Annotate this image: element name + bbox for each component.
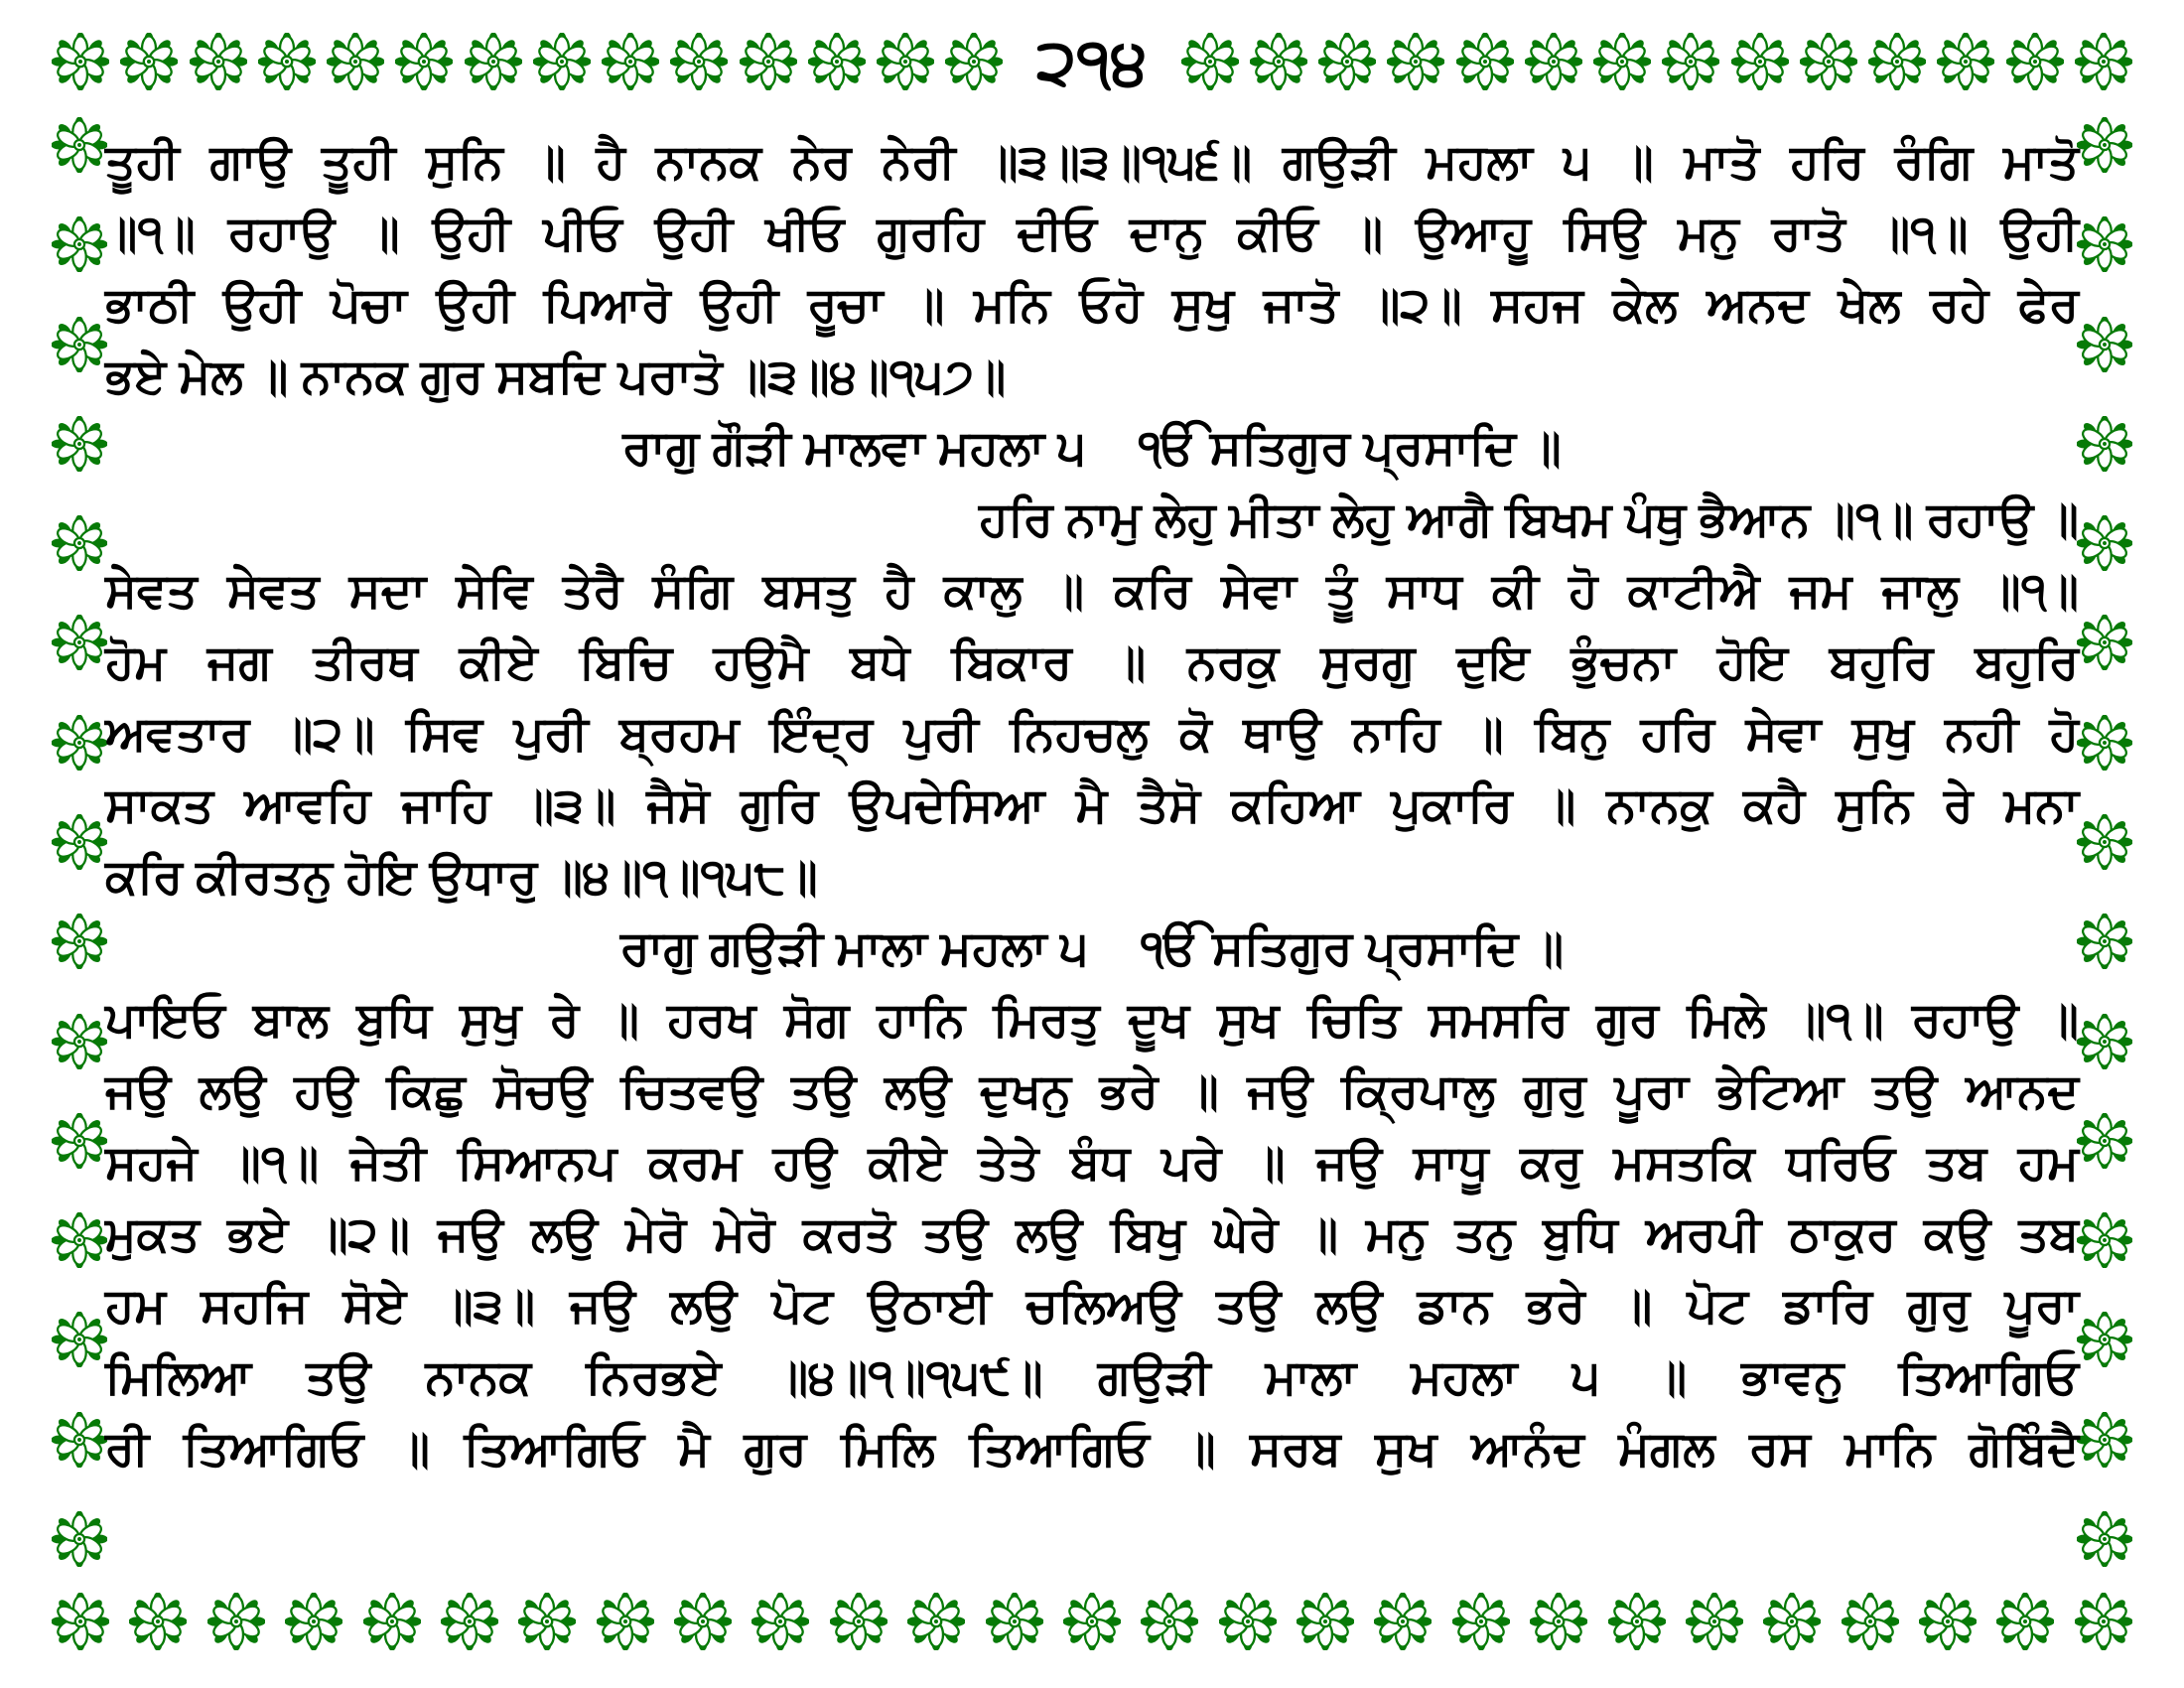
- top-border-right-flowers: [1181, 33, 2132, 90]
- flower-ornament-icon: [190, 33, 247, 90]
- gurbani-line-8: ਹੋਮ ਜਗ ਤੀਰਥ ਕੀਏ ਬਿਚਿ ਹਉਮੈ ਬਧੇ ਬਿਕਾਰ ॥ ਨਰਕੁ ਸੁਰਗੁ ਦੁਇ ਭੁੰਚਨਾ ਹੋਇ ਬਹੁਰਿ ਬਹੁਰਿ: [105, 636, 2079, 689]
- flower-ornament-icon: [2077, 515, 2132, 571]
- flower-ornament-icon: [1530, 1593, 1587, 1650]
- flower-ornament-icon: [808, 33, 866, 90]
- flower-ornament-icon: [518, 1593, 576, 1650]
- raag-heading-gauri-malva: ਰਾਗੁ ਗੌੜੀ ਮਾਲਵਾ ਮਹਲਾ ੫ ੴ ਸਤਿਗੁਰ ਪ੍ਰਸਾਦਿ ॥: [622, 422, 1562, 475]
- gurbani-line-3: ਭਾਠੀ ਉਹੀ ਪੋਚਾ ਉਹੀ ਪਿਆਰੋ ਉਹੀ ਰੂਚਾ ॥ ਮਨਿ ਓਹੋ ਸੁਖੁ ਜਾਤੋ ॥੨॥ ਸਹਜ ਕੇਲ ਅਨਦ ਖੇਲ ਰਹੇ ਫੇਰ: [105, 279, 2079, 332]
- flower-ornament-icon: [1452, 1593, 1510, 1650]
- flower-ornament-icon: [52, 1511, 107, 1567]
- gurbani-line-14: ਜਉ ਲਉ ਹਉ ਕਿਛੁ ਸੋਚਉ ਚਿਤਵਉ ਤਉ ਲਉ ਦੁਖਨੁ ਭਰੇ ॥ ਜਉ ਕ੍ਰਿਪਾਲੁ ਗੁਰੁ ਪੂਰਾ ਭੇਟਿਆ ਤਉ ਆਨਦ: [105, 1065, 2079, 1118]
- flower-ornament-icon: [2077, 1014, 2132, 1069]
- flower-ornament-icon: [285, 1593, 342, 1650]
- flower-ornament-icon: [2077, 615, 2132, 670]
- bottom-border: [52, 1593, 2132, 1650]
- gurbani-line-11: ਕਰਿ ਕੀਰਤਨੁ ਹੋਇ ਉਧਾਰੁ ॥੪॥੧॥੧੫੮॥: [105, 851, 818, 904]
- flower-ornament-icon: [1731, 33, 1789, 90]
- flower-ornament-icon: [327, 33, 384, 90]
- flower-ornament-icon: [258, 33, 316, 90]
- flower-ornament-icon: [533, 33, 591, 90]
- raag-heading-gauri-mala: ਰਾਗੁ ਗਉੜੀ ਮਾਲਾ ਮਹਲਾ ੫ ੴ ਸਤਿਗੁਰ ਪ੍ਰਸਾਦਿ ॥: [619, 922, 1565, 975]
- flower-ornament-icon: [2077, 1113, 2132, 1169]
- flower-ornament-icon: [2077, 715, 2132, 771]
- gurbani-line-1: ਤੂਹੀ ਗਾਉ ਤੂਹੀ ਸੁਨਿ ॥ ਹੈ ਨਾਨਕ ਨੇਰ ਨੇਰੀ ॥੩॥੩॥੧੫੬॥ ਗਉੜੀ ਮਹਲਾ ੫ ॥ ਮਾਤੋ ਹਰਿ ਰੰਗਿ ਮਾਤੋ: [105, 136, 2079, 189]
- flower-ornament-icon: [1800, 33, 1857, 90]
- flower-ornament-icon: [597, 1593, 654, 1650]
- flower-ornament-icon: [52, 1312, 107, 1367]
- flower-ornament-icon: [1297, 1593, 1354, 1650]
- flower-ornament-icon: [52, 1412, 107, 1468]
- flower-ornament-icon: [120, 33, 178, 90]
- flower-ornament-icon: [2006, 33, 2064, 90]
- top-border: [52, 26, 2132, 97]
- flower-ornament-icon: [52, 1113, 107, 1169]
- flower-ornament-icon: [52, 615, 107, 670]
- flower-ornament-icon: [2077, 117, 2132, 173]
- flower-ornament-icon: [52, 33, 109, 90]
- flower-ornament-icon: [674, 1593, 732, 1650]
- flower-ornament-icon: [1063, 1593, 1121, 1650]
- flower-ornament-icon: [52, 317, 107, 372]
- flower-ornament-icon: [2077, 814, 2132, 870]
- flower-ornament-icon: [1763, 1593, 1821, 1650]
- flower-ornament-icon: [945, 33, 1003, 90]
- flower-ornament-icon: [740, 33, 797, 90]
- flower-ornament-icon: [2077, 1412, 2132, 1468]
- gurbani-line-16: ਮੁਕਤ ਭਏ ॥੨॥ ਜਉ ਲਉ ਮੇਰੋ ਮੇਰੋ ਕਰਤੋ ਤਉ ਲਉ ਬਿਖੁ ਘੇਰੇ ॥ ਮਨੁ ਤਨੁ ਬੁਧਿ ਅਰਪੀ ਠਾਕੁਰ ਕਉ ਤਬ: [105, 1208, 2079, 1261]
- flower-ornament-icon: [2077, 1511, 2132, 1567]
- flower-ornament-icon: [2075, 1593, 2132, 1650]
- flower-ornament-icon: [1996, 1593, 2054, 1650]
- flower-ornament-icon: [52, 1593, 109, 1650]
- top-border-left-flowers: [52, 33, 1003, 90]
- gurbani-line-15: ਸਹਜੇ ॥੧॥ ਜੇਤੀ ਸਿਆਨਪ ਕਰਮ ਹਉ ਕੀਏ ਤੇਤੇ ਬੰਧ ਪਰੇ ॥ ਜਉ ਸਾਧੂ ਕਰੁ ਮਸਤਕਿ ਧਰਿਓ ਤਬ ਹਮ: [105, 1137, 2079, 1190]
- gurbani-line-6: ਹਰਿ ਨਾਮੁ ਲੇਹੁ ਮੀਤਾ ਲੇਹੁ ਆਗੈ ਬਿਖਮ ਪੰਥੁ ਭੈਆਨ ॥੧॥ ਰਹਾਉ ॥: [979, 493, 2079, 546]
- flower-ornament-icon: [465, 33, 522, 90]
- gurbani-line-18: ਮਿਲਿਆ ਤਉ ਨਾਨਕ ਨਿਰਭਏ ॥੪॥੧॥੧੫੯॥ ਗਉੜੀ ਮਾਲਾ ਮਹਲਾ ੫ ॥ ਭਾਵਨੁ ਤਿਆਗਿਓ: [105, 1351, 2079, 1404]
- gurbani-line-4: ਭਏ ਮੇਲ ॥ ਨਾਨਕ ਗੁਰ ਸਬਦਿ ਪਰਾਤੋ ॥੩॥੪॥੧੫੭॥: [105, 351, 1007, 403]
- flower-ornament-icon: [1842, 1593, 1899, 1650]
- flower-ornament-icon: [1593, 33, 1651, 90]
- flower-ornament-icon: [52, 216, 107, 272]
- flower-ornament-icon: [52, 515, 107, 571]
- flower-ornament-icon: [52, 715, 107, 771]
- flower-ornament-icon: [52, 1014, 107, 1069]
- flower-ornament-icon: [2075, 33, 2132, 90]
- flower-ornament-icon: [1181, 33, 1239, 90]
- gurbani-line-13: ਪਾਇਓ ਬਾਲ ਬੁਧਿ ਸੁਖੁ ਰੇ ॥ ਹਰਖ ਸੋਗ ਹਾਨਿ ਮਿਰਤੁ ਦੂਖ ਸੁਖ ਚਿਤਿ ਸਮਸਰਿ ਗੁਰ ਮਿਲੇ ॥੧॥ ਰਹਾਉ ॥: [105, 994, 2079, 1047]
- flower-ornament-icon: [907, 1593, 965, 1650]
- flower-ornament-icon: [1374, 1593, 1432, 1650]
- flower-ornament-icon: [1456, 33, 1514, 90]
- left-border: [48, 117, 111, 1567]
- gurbani-line-7: ਸੇਵਤ ਸੇਵਤ ਸਦਾ ਸੇਵਿ ਤੇਰੈ ਸੰਗਿ ਬਸਤੁ ਹੈ ਕਾਲੁ ॥ ਕਰਿ ਸੇਵਾ ਤੂੰ ਸਾਧ ਕੀ ਹੋ ਕਾਟੀਐ ਜਮ ਜਾਲੁ ॥੧॥: [105, 565, 2079, 618]
- gurbani-line-17: ਹਮ ਸਹਜਿ ਸੋਏ ॥੩॥ ਜਉ ਲਉ ਪੋਟ ਉਠਾਈ ਚਲਿਅਉ ਤਉ ਲਉ ਡਾਨ ਭਰੇ ॥ ਪੋਟ ਡਾਰਿ ਗੁਰੁ ਪੂਰਾ: [105, 1280, 2079, 1333]
- flower-ornament-icon: [1868, 33, 1926, 90]
- flower-ornament-icon: [602, 33, 659, 90]
- gurbani-line-2: ॥੧॥ ਰਹਾਉ ॥ ਉਹੀ ਪੀਓ ਉਹੀ ਖੀਓ ਗੁਰਹਿ ਦੀਓ ਦਾਨੁ ਕੀਓ ॥ ਉਆਹੂ ਸਿਉ ਮਨੁ ਰਾਤੋ ॥੧॥ ਉਹੀ: [105, 208, 2079, 260]
- flower-ornament-icon: [52, 117, 107, 173]
- gurbani-line-10: ਸਾਕਤ ਆਵਹਿ ਜਾਹਿ ॥੩॥ ਜੈਸੋ ਗੁਰਿ ਉਪਦੇਸਿਆ ਮੈ ਤੈਸੋ ਕਹਿਆ ਪੁਕਾਰਿ ॥ ਨਾਨਕੁ ਕਹੈ ਸੁਨਿ ਰੇ ਮਨਾ: [105, 779, 2079, 832]
- flower-ornament-icon: [2077, 416, 2132, 472]
- flower-ornament-icon: [830, 1593, 887, 1650]
- flower-ornament-icon: [2077, 1212, 2132, 1268]
- flower-ornament-icon: [1686, 1593, 1743, 1650]
- flower-ornament-icon: [2077, 317, 2132, 372]
- gurbani-line-9: ਅਵਤਾਰ ॥੨॥ ਸਿਵ ਪੁਰੀ ਬ੍ਰਹਮ ਇੰਦ੍ਰ ਪੁਰੀ ਨਿਹਚਲੁ ਕੋ ਥਾਉ ਨਾਹਿ ॥ ਬਿਨੁ ਹਰਿ ਸੇਵਾ ਸੁਖੁ ਨਹੀ ਹੋ: [105, 708, 2079, 761]
- flower-ornament-icon: [670, 33, 728, 90]
- flower-ornament-icon: [1318, 33, 1376, 90]
- flower-ornament-icon: [1608, 1593, 1666, 1650]
- flower-ornament-icon: [1250, 33, 1307, 90]
- flower-ornament-icon: [751, 1593, 809, 1650]
- flower-ornament-icon: [395, 33, 453, 90]
- flower-ornament-icon: [363, 1593, 421, 1650]
- flower-ornament-icon: [1937, 33, 1994, 90]
- flower-ornament-icon: [441, 1593, 498, 1650]
- flower-ornament-icon: [207, 1593, 265, 1650]
- flower-ornament-icon: [1919, 1593, 1977, 1650]
- flower-ornament-icon: [986, 1593, 1043, 1650]
- page-number: ੨੧੪: [1036, 26, 1148, 97]
- flower-ornament-icon: [1219, 1593, 1277, 1650]
- flower-ornament-icon: [1525, 33, 1582, 90]
- flower-ornament-icon: [52, 914, 107, 969]
- flower-ornament-icon: [2077, 914, 2132, 969]
- flower-ornament-icon: [1662, 33, 1719, 90]
- flower-ornament-icon: [52, 1212, 107, 1268]
- flower-ornament-icon: [52, 416, 107, 472]
- flower-ornament-icon: [2077, 1312, 2132, 1367]
- gurbani-text-block: [105, 127, 2079, 1485]
- flower-ornament-icon: [1387, 33, 1444, 90]
- flower-ornament-icon: [877, 33, 934, 90]
- right-border: [2073, 117, 2136, 1567]
- gurbani-line-19: ਰੀ ਤਿਆਗਿਓ ॥ ਤਿਆਗਿਓ ਮੈ ਗੁਰ ਮਿਲਿ ਤਿਆਗਿਓ ॥ ਸਰਬ ਸੁਖ ਆਨੰਦ ਮੰਗਲ ਰਸ ਮਾਨਿ ਗੋਬਿੰਦੈ: [105, 1423, 2079, 1476]
- flower-ornament-icon: [2077, 216, 2132, 272]
- flower-ornament-icon: [1141, 1593, 1198, 1650]
- flower-ornament-icon: [52, 814, 107, 870]
- flower-ornament-icon: [129, 1593, 187, 1650]
